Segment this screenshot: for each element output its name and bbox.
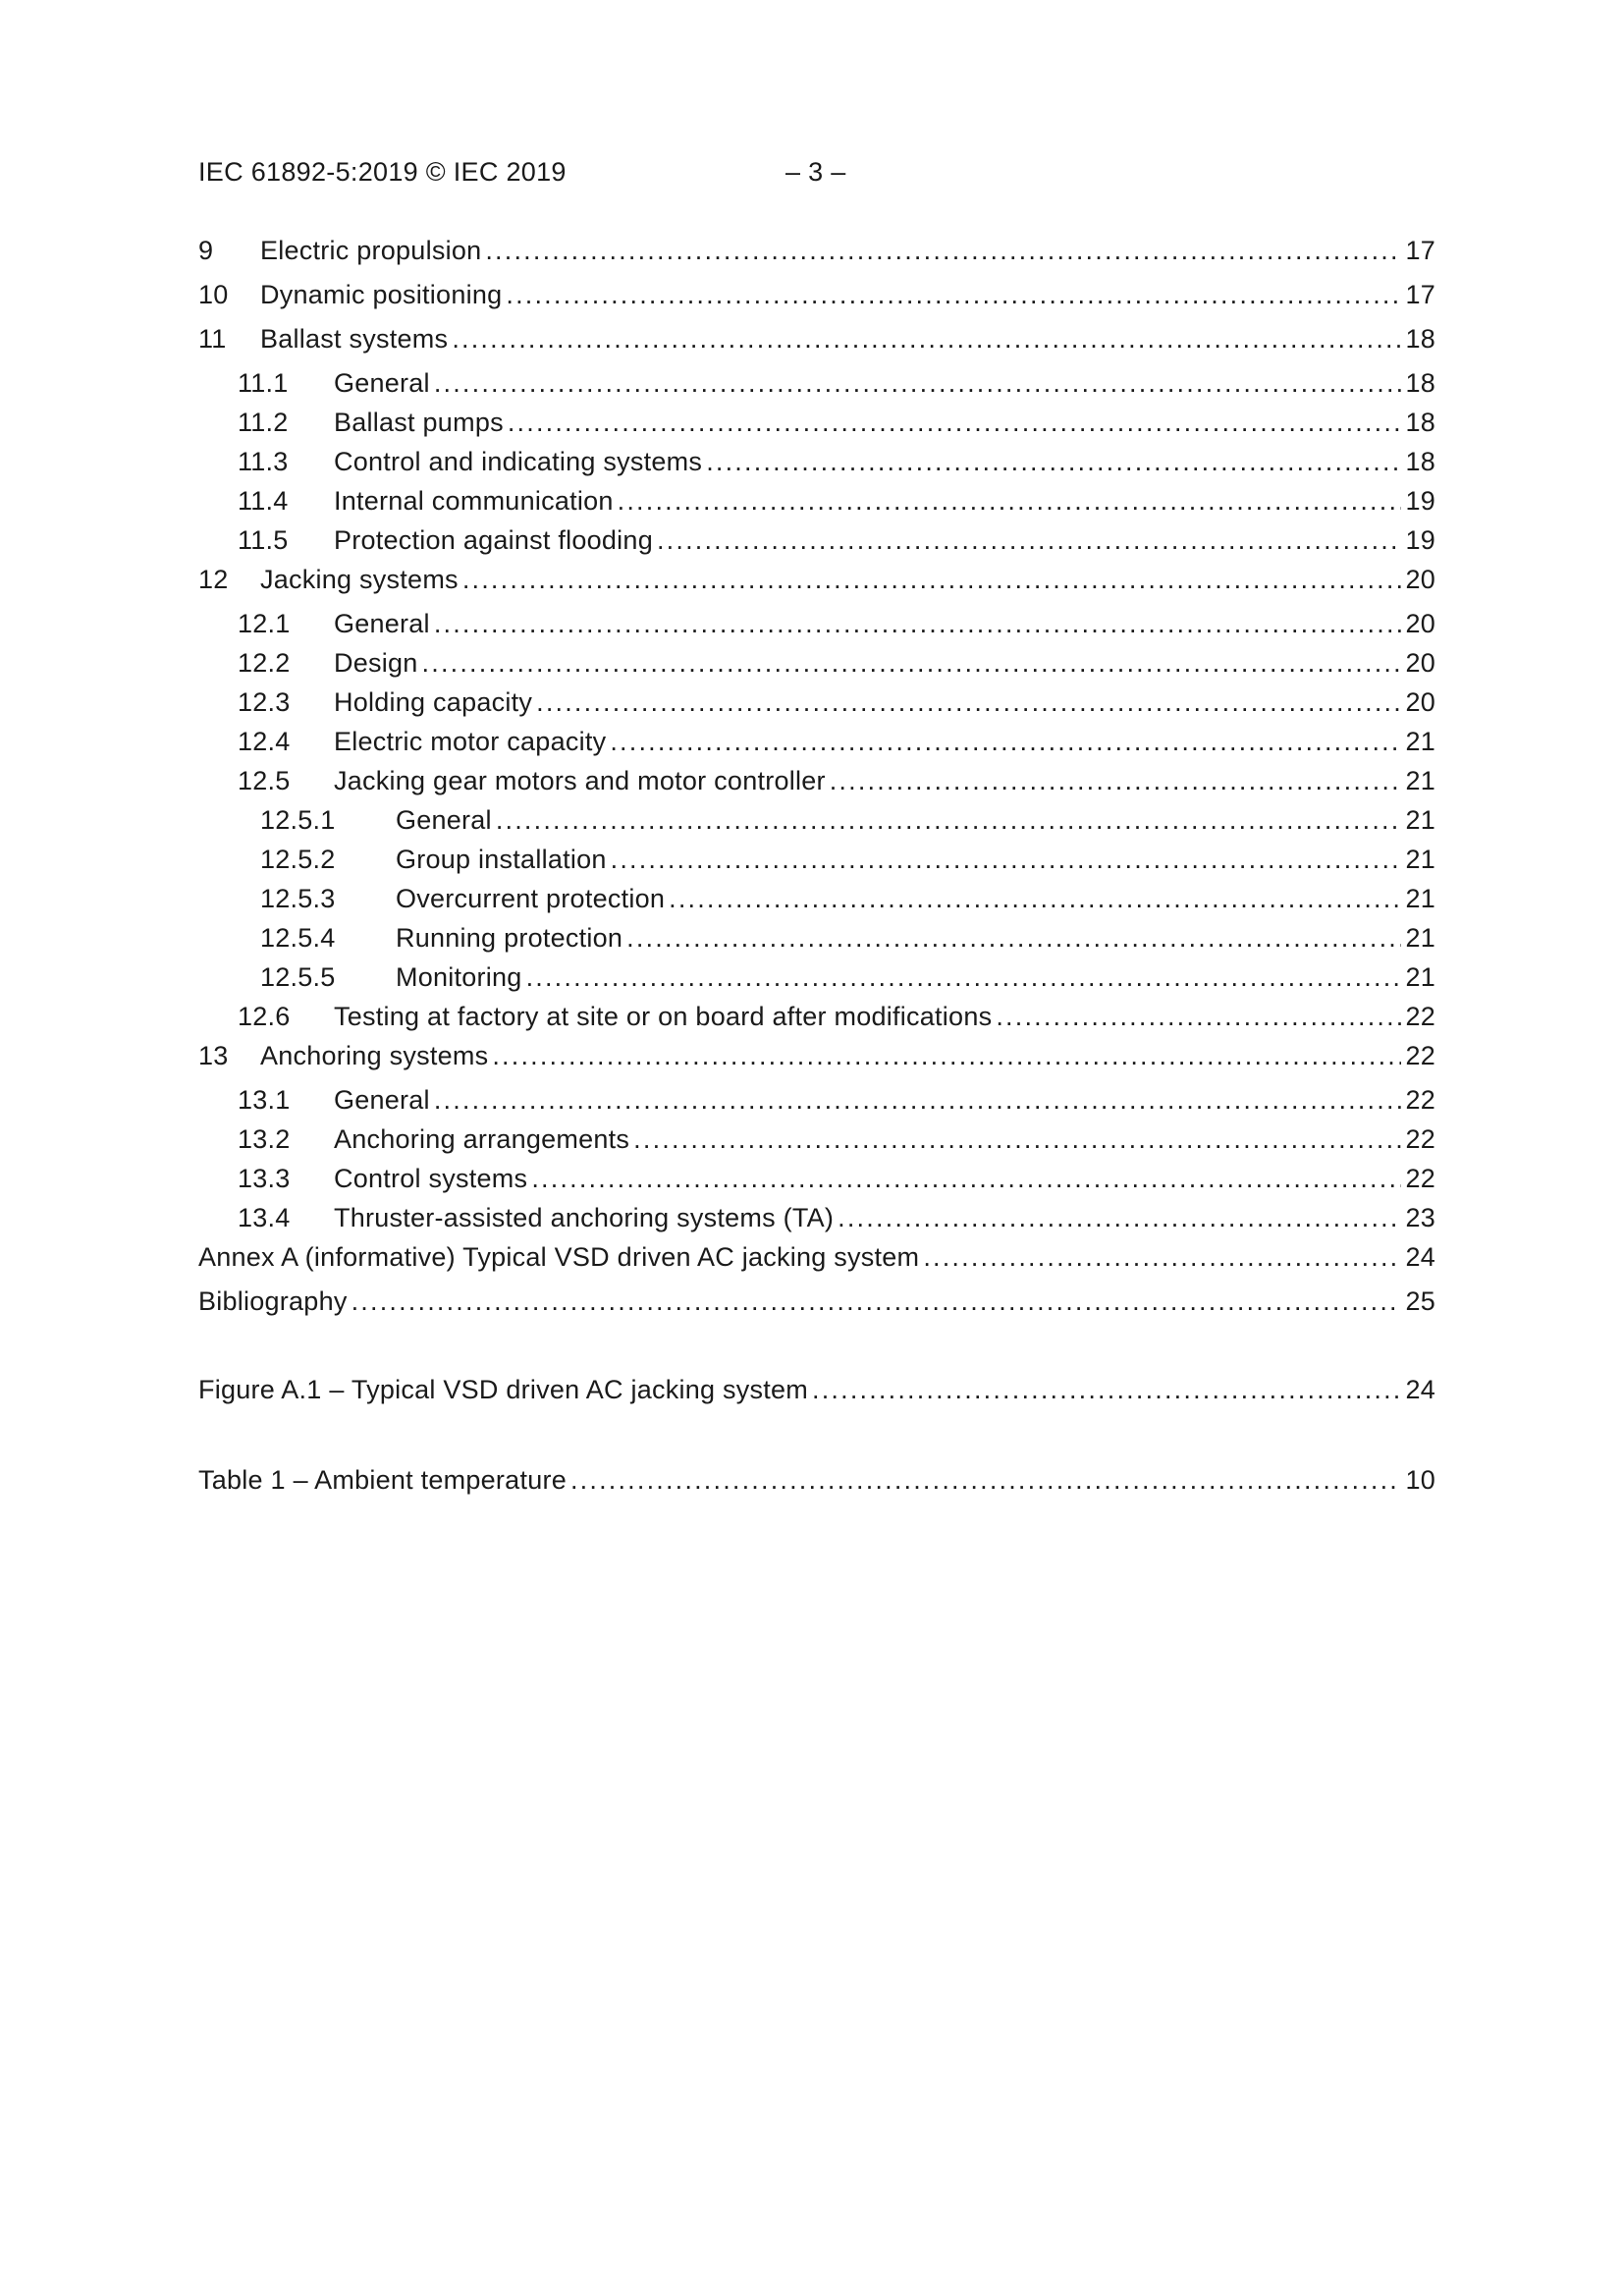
- toc-entry-page: 18: [1405, 368, 1435, 398]
- toc-entry-heading: [198, 648, 418, 679]
- toc-entry-heading: [198, 1041, 488, 1071]
- dot-leader: [610, 727, 1401, 757]
- toc-entry-11-2[interactable]: [198, 408, 1435, 447]
- toc-entry-12-5-1[interactable]: [198, 805, 1435, 845]
- toc-entry-title: Dynamic positioning: [260, 280, 503, 309]
- toc-entry-heading: [198, 236, 481, 266]
- dot-leader: [462, 565, 1402, 595]
- toc-entry-figure-1[interactable]: [198, 1375, 1435, 1414]
- toc-entry-12-5-5[interactable]: [198, 962, 1435, 1002]
- toc-entry-page: 21: [1405, 923, 1435, 953]
- toc-entry-heading: [198, 805, 492, 836]
- toc-entry-number: 13.4: [238, 1203, 291, 1232]
- toc-entry-page: 22: [1405, 1002, 1435, 1031]
- toc-entry-page: 20: [1405, 648, 1435, 678]
- dot-leader: [496, 805, 1402, 836]
- dot-leader: [996, 1002, 1401, 1032]
- toc-entry-title: General: [334, 368, 430, 398]
- toc-entry-number: 13.3: [238, 1164, 291, 1193]
- toc-entry-number: 12.5: [238, 766, 291, 795]
- toc-entry-heading: [198, 565, 459, 595]
- toc-entry-12[interactable]: [198, 565, 1435, 604]
- toc-entry-heading: [198, 368, 430, 399]
- page-number: – 3 –: [785, 157, 846, 187]
- toc-entry-bibliography[interactable]: [198, 1286, 1435, 1326]
- toc-entry-9[interactable]: [198, 236, 1435, 275]
- toc-entry-number: 11.3: [238, 447, 289, 476]
- toc-entry-12-5[interactable]: [198, 766, 1435, 805]
- toc-entry-page: 21: [1405, 766, 1435, 795]
- toc-entry-title: Holding capacity: [334, 687, 533, 717]
- dot-leader: [536, 687, 1401, 718]
- toc-entry-13-2[interactable]: [198, 1124, 1435, 1164]
- dot-leader: [526, 962, 1402, 993]
- toc-entry-heading: [198, 1203, 834, 1233]
- toc-entry-number: 12.3: [238, 687, 291, 717]
- toc-entry-title: Control and indicating systems: [334, 447, 703, 476]
- toc-entry-11-1[interactable]: [198, 368, 1435, 408]
- toc-entry-10[interactable]: [198, 280, 1435, 319]
- toc-entry-page: 21: [1405, 962, 1435, 992]
- dot-leader: [434, 609, 1402, 639]
- toc-entry-heading: [198, 1164, 527, 1194]
- toc-entry-number: 11.5: [238, 525, 289, 555]
- dot-leader: [669, 884, 1401, 914]
- toc-entry-title: General: [396, 805, 492, 835]
- toc-entry-number: 12.4: [238, 727, 291, 756]
- toc-entry-number: 11.4: [238, 486, 289, 516]
- toc-entry-number: 11: [198, 324, 227, 354]
- toc-entry-heading: [198, 884, 665, 914]
- toc-entry-heading: [198, 1465, 567, 1496]
- toc-entry-12-1[interactable]: [198, 609, 1435, 648]
- toc-entry-title: General: [334, 609, 430, 638]
- dot-leader: [657, 525, 1401, 556]
- toc-entry-heading: [198, 962, 522, 993]
- toc-entry-title: Overcurrent protection: [396, 884, 666, 913]
- dot-leader: [508, 408, 1402, 438]
- toc-entry-12-4[interactable]: [198, 727, 1435, 766]
- toc-entry-page: 10: [1405, 1465, 1435, 1495]
- toc-entry-page: 21: [1405, 884, 1435, 913]
- toc-entry-title: Anchoring arrangements: [334, 1124, 630, 1154]
- toc-entry-13[interactable]: [198, 1041, 1435, 1080]
- toc-entry-heading: [198, 408, 504, 438]
- toc-entry-heading: [198, 609, 430, 639]
- toc-entry-page: 19: [1405, 486, 1435, 516]
- dot-leader: [706, 447, 1401, 477]
- toc-entry-number: 12: [198, 565, 229, 594]
- toc-entry-page: 21: [1405, 845, 1435, 874]
- toc-entry-page: 22: [1405, 1041, 1435, 1070]
- toc-entry-number: 12.5.5: [260, 962, 336, 992]
- dot-leader: [611, 845, 1402, 875]
- toc-entry-title: Design: [334, 648, 418, 678]
- toc-entry-number: 13.2: [238, 1124, 291, 1154]
- toc-entry-heading: [198, 1002, 992, 1032]
- toc-entry-12-2[interactable]: [198, 648, 1435, 687]
- toc-entry-number: 12.5.3: [260, 884, 336, 913]
- toc-entry-title: Ballast systems: [260, 324, 449, 354]
- toc-entry-number: 12.2: [238, 648, 291, 678]
- toc-entry-heading: [198, 1085, 430, 1116]
- toc-entry-table-1[interactable]: [198, 1465, 1435, 1504]
- toc-entry-title: Control systems: [334, 1164, 528, 1193]
- toc-entry-page: 18: [1405, 408, 1435, 437]
- dot-leader: [812, 1375, 1401, 1405]
- dot-leader: [633, 1124, 1401, 1155]
- toc-entry-number: 11.1: [238, 368, 289, 398]
- toc-entry-page: 19: [1405, 525, 1435, 555]
- toc-entry-12-5-4[interactable]: [198, 923, 1435, 962]
- toc-entry-annex-a[interactable]: [198, 1242, 1435, 1282]
- dot-leader: [452, 324, 1401, 355]
- toc-entry-13-1[interactable]: [198, 1085, 1435, 1124]
- toc-entry-page: 21: [1405, 727, 1435, 756]
- dot-leader: [618, 486, 1402, 517]
- toc-entry-number: 13: [198, 1041, 229, 1070]
- toc-entry-12-5-2[interactable]: [198, 845, 1435, 884]
- toc-entry-title: Thruster-assisted anchoring systems (TA): [334, 1203, 835, 1232]
- toc-entry-title: Table 1 – Ambient temperature: [198, 1465, 567, 1495]
- toc-entry-title: Figure A.1 – Typical VSD driven AC jacking system: [198, 1375, 809, 1404]
- toc-entry-number: 12.5.4: [260, 923, 336, 953]
- toc-entry-heading: [198, 1375, 808, 1405]
- dot-leader: [485, 236, 1401, 266]
- toc-entry-heading: [198, 923, 622, 954]
- dot-leader: [570, 1465, 1401, 1496]
- toc-entry-13-4[interactable]: [198, 1203, 1435, 1242]
- toc-entry-title: Group installation: [396, 845, 607, 874]
- dot-leader: [531, 1164, 1401, 1194]
- dot-leader: [352, 1286, 1402, 1317]
- toc-entry-page: 20: [1405, 687, 1435, 717]
- toc-entry-page: 20: [1405, 609, 1435, 638]
- toc-entry-title: Protection against flooding: [334, 525, 653, 555]
- toc-entry-heading: [198, 1242, 919, 1273]
- toc-entry-number: 11.2: [238, 408, 289, 437]
- toc-entry-heading: [198, 727, 606, 757]
- toc-entry-page: 23: [1405, 1203, 1435, 1232]
- toc-entry-number: 9: [198, 236, 214, 265]
- toc-entry-page: 22: [1405, 1124, 1435, 1154]
- toc-entry-title: Running protection: [396, 923, 623, 953]
- toc-entry-heading: [198, 845, 607, 875]
- toc-entry-heading: [198, 447, 702, 477]
- toc-entry-number: 12.5.2: [260, 845, 336, 874]
- dot-leader: [422, 648, 1402, 679]
- toc-entry-number: 12.5.1: [260, 805, 336, 835]
- toc-entry-page: 21: [1405, 805, 1435, 835]
- dot-leader: [838, 1203, 1401, 1233]
- document-reference: IEC 61892-5:2019 © IEC 2019: [198, 157, 567, 187]
- toc-entry-page: 17: [1405, 236, 1435, 265]
- toc-entry-title: Jacking systems: [260, 565, 459, 594]
- toc-entry-title: Bibliography: [198, 1286, 348, 1316]
- toc-entry-heading: [198, 486, 614, 517]
- toc-entry-title: Jacking gear motors and motor controller: [334, 766, 826, 795]
- toc-entry-number: 12.1: [238, 609, 291, 638]
- toc-entry-number: 10: [198, 280, 229, 309]
- dot-leader: [434, 1085, 1402, 1116]
- toc-entry-11-4[interactable]: [198, 486, 1435, 525]
- toc-entry-title: Monitoring: [396, 962, 522, 992]
- toc-entry-title: Anchoring systems: [260, 1041, 489, 1070]
- toc-entry-title: Ballast pumps: [334, 408, 504, 437]
- toc-entry-page: 17: [1405, 280, 1435, 309]
- page-header: [198, 157, 1435, 196]
- toc-entry-number: 13.1: [238, 1085, 291, 1115]
- toc-entry-page: 24: [1405, 1242, 1435, 1272]
- toc-entry-heading: [198, 687, 532, 718]
- dot-leader: [492, 1041, 1401, 1071]
- dot-leader: [506, 280, 1401, 310]
- toc-entry-page: 20: [1405, 565, 1435, 594]
- toc-entry-heading: [198, 525, 653, 556]
- toc-entry-title: Internal communication: [334, 486, 614, 516]
- toc-entry-page: 22: [1405, 1164, 1435, 1193]
- toc-entry-page: 25: [1405, 1286, 1435, 1316]
- toc-entry-page: 18: [1405, 324, 1435, 354]
- toc-entry-12-6[interactable]: [198, 1002, 1435, 1041]
- toc-entry-13-3[interactable]: [198, 1164, 1435, 1203]
- toc-entry-number: 12.6: [238, 1002, 291, 1031]
- dot-leader: [434, 368, 1402, 399]
- toc-entry-heading: [198, 324, 448, 355]
- dot-leader: [830, 766, 1402, 796]
- toc-entry-title: Electric propulsion: [260, 236, 482, 265]
- dot-leader: [626, 923, 1401, 954]
- toc-entry-page: 22: [1405, 1085, 1435, 1115]
- dot-leader: [923, 1242, 1401, 1273]
- toc-entry-heading: [198, 766, 826, 796]
- toc-entry-page: 18: [1405, 447, 1435, 476]
- toc-entry-12-3[interactable]: [198, 687, 1435, 727]
- toc-entry-11-3[interactable]: [198, 447, 1435, 486]
- toc-entry-page: 24: [1405, 1375, 1435, 1404]
- toc-entry-heading: [198, 1286, 348, 1317]
- toc-entry-title: Electric motor capacity: [334, 727, 607, 756]
- toc-entry-11-5[interactable]: [198, 525, 1435, 565]
- toc-entry-title: General: [334, 1085, 430, 1115]
- toc-entry-title: Annex A (informative) Typical VSD driven AC jacking system: [198, 1242, 920, 1272]
- toc-entry-heading: [198, 280, 502, 310]
- toc-entry-heading: [198, 1124, 629, 1155]
- toc-entry-11[interactable]: [198, 324, 1435, 363]
- toc-entry-title: Testing at factory at site or on board after modifications: [334, 1002, 993, 1031]
- toc-entry-12-5-3[interactable]: [198, 884, 1435, 923]
